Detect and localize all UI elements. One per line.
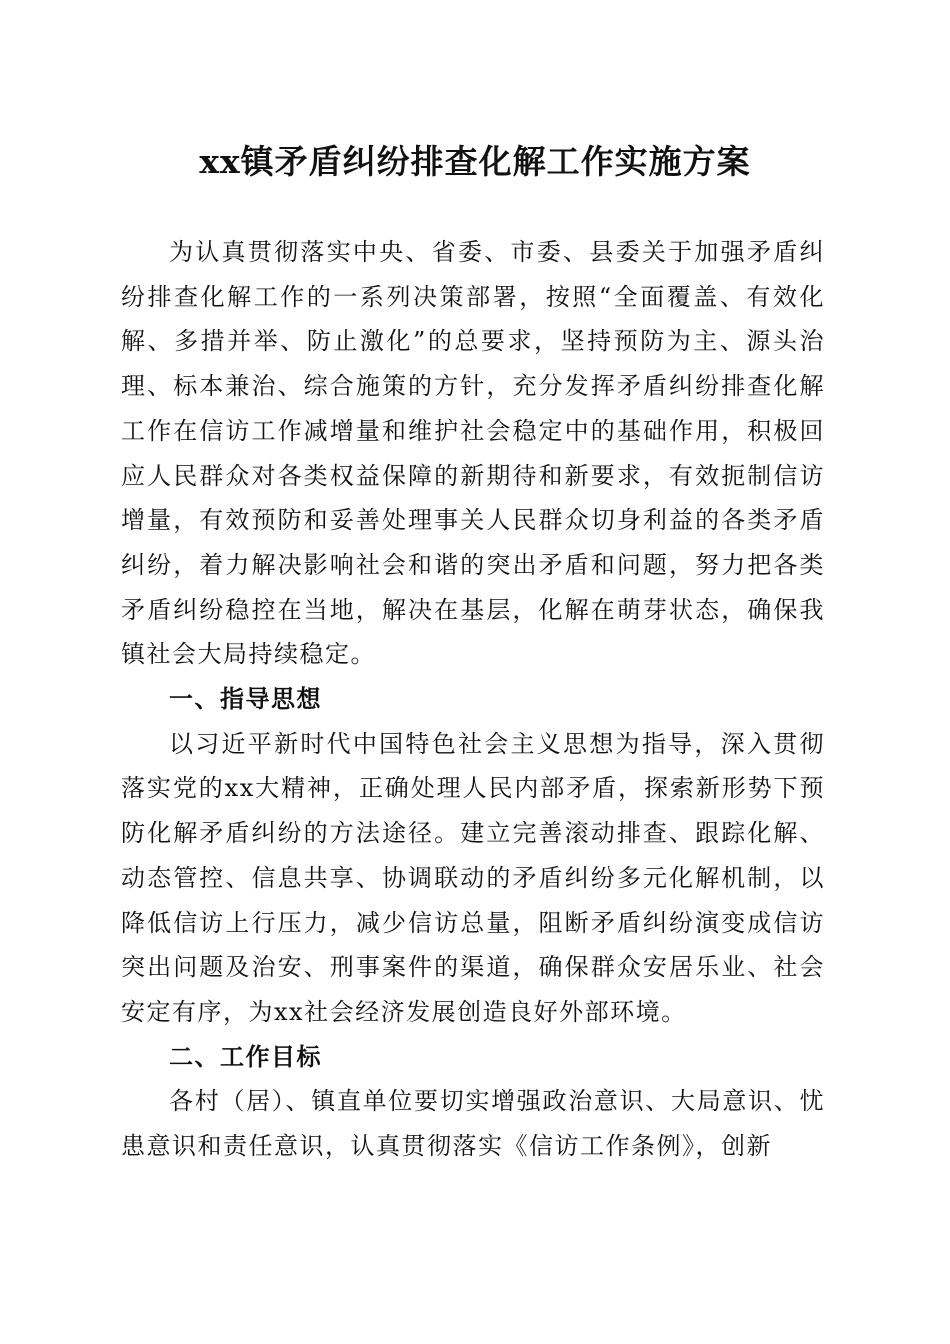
section-heading-work-goals: 二、工作目标 xyxy=(169,1042,322,1071)
document-title: xx镇矛盾纠纷排查化解工作实施方案 xyxy=(199,142,751,181)
guiding-ideology-paragraph: 以习近平新时代中国特色社会主义思想为指导，深入贯彻落实党的xx大精神，正确处理人民内部矛盾，探索新形势下预防化解矛盾纠纷的方法途径。建立完善滚动排查、跟踪化解、动态管控、信息共享、协调联动的矛盾纠纷多元化解机制，以降低信访上行压力，减少信访总量，阻断矛盾纠纷演变成信访突出问题及治安、刑事案件的渠道，确保群众安居乐业、社会安定有序，为xx社会经济发展创造良好外部环境。 xyxy=(121,729,825,1026)
section-heading-guiding-ideology: 一、指导思想 xyxy=(169,685,322,714)
document-body xyxy=(121,230,825,1169)
intro-paragraph: 为认真贯彻落实中央、省委、市委、县委关于加强矛盾纠纷排查化解工作的一系列决策部署，按照“全面覆盖、有效化解、多措并举、防止激化”的总要求，坚持预防为主、源头治理、标本兼治、综合施策的方针，充分发挥矛盾纠纷排查化解工作在信访工作减增量和维护社会稳定中的基础作用，积极回应人民群众对各类权益保障的新期待和新要求，有效扼制信访增量，有效预防和妥善处理事关人民群众切身利益的各类矛盾纠纷，着力解决影响社会和谐的突出矛盾和问题，努力把各类矛盾纠纷稳控在当地，解决在基层，化解在萌芽状态，确保我镇社会大局持续稳定。 xyxy=(121,238,825,669)
work-goals-paragraph: 各村（居）、镇直单位要切实增强政治意识、大局意识、忧患意识和责任意识，认真贯彻落实《信访工作条例》，创新 xyxy=(121,1087,825,1161)
